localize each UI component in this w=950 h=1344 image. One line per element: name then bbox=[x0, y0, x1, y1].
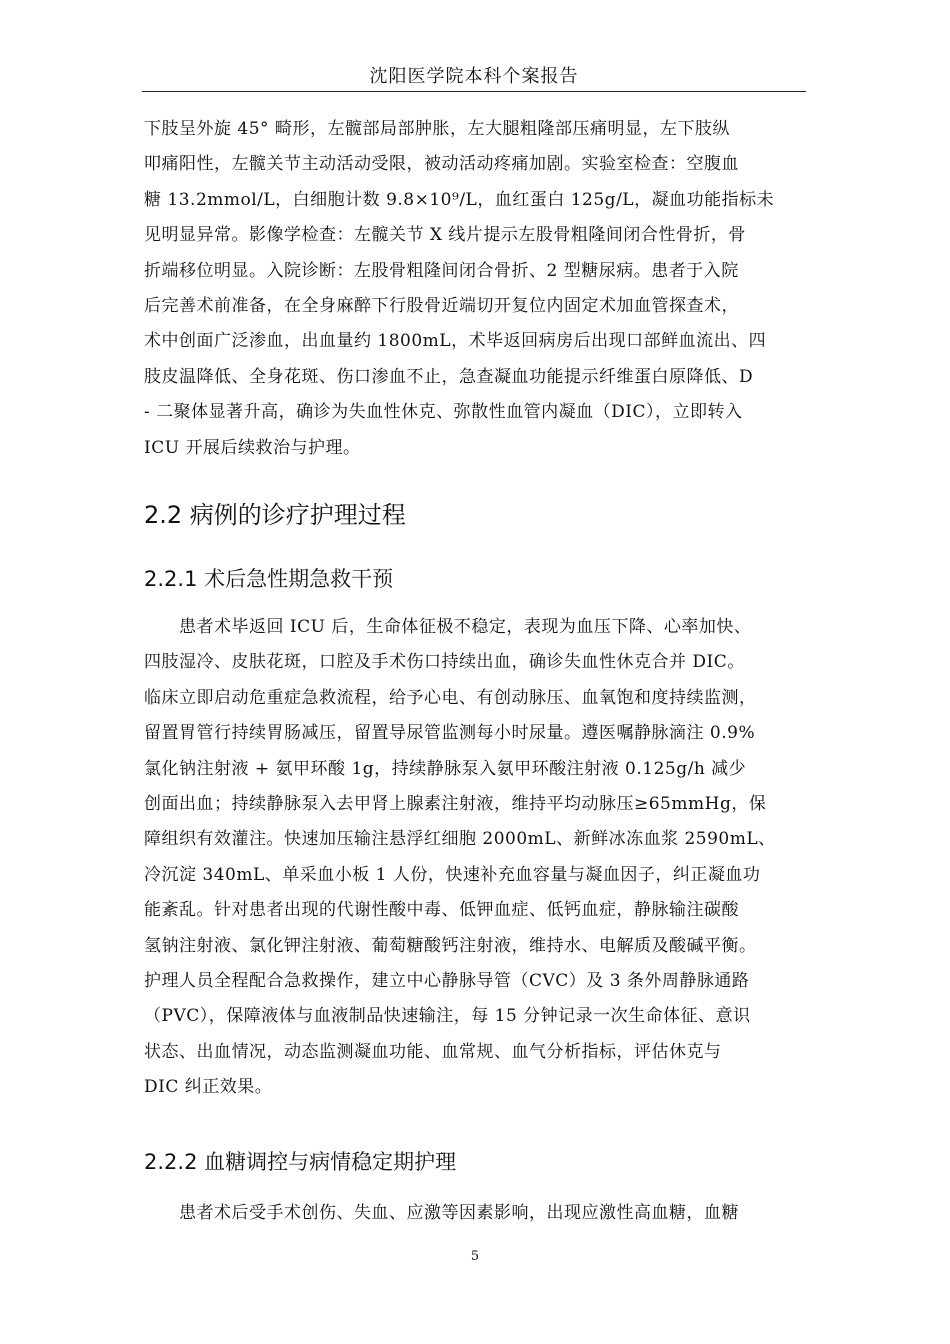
text-line: 糖 13.2mmol/L，白细胞计数 9.8×10⁹/L，血红蛋白 125g/L，凝血功能指标未 bbox=[144, 189, 775, 210]
text-line: 肢皮温降低、全身花斑、伤口渗血不止，急查凝血功能提示纤维蛋白原降低、D bbox=[144, 366, 754, 387]
subsection-heading-2-2-1: 2.2.1 术后急性期急救干预 bbox=[144, 567, 394, 591]
text-line: ICU 开展后续救治与护理。 bbox=[144, 437, 361, 458]
section-heading-2-2: 2.2 病例的诊疗护理过程 bbox=[144, 501, 406, 529]
text-line: 氯化钠注射液 + 氨甲环酸 1g，持续静脉泵入氨甲环酸注射液 0.125g/h 减少 bbox=[144, 758, 747, 779]
paragraph-2-2-2 bbox=[144, 1196, 808, 1231]
text-line: 护理人员全程配合急救操作，建立中心静脉导管（CVC）及 3 条外周静脉通路 bbox=[144, 970, 750, 991]
text-line: 患者术后受手术创伤、失血、应激等因素影响，出现应激性高血糖，血糖 bbox=[179, 1203, 739, 1223]
text-line: 四肢湿冷、皮肤花斑，口腔及手术伤口持续出血，确诊失血性休克合并 DIC。 bbox=[144, 652, 745, 673]
text-line: 冷沉淀 340mL、单采血小板 1 人份，快速补充血容量与凝血因子，纠正凝血功 bbox=[144, 864, 761, 885]
text-line: 氢钠注射液、氯化钾注射液、葡萄糖酸钙注射液，维持水、电解质及酸碱平衡。 bbox=[144, 935, 757, 956]
text-line: 下肢呈外旋 45° 畸形，左髋部局部肿胀，左大腿粗隆部压痛明显，左下肢纵 bbox=[144, 119, 730, 139]
text-line: 创面出血；持续静脉泵入去甲肾上腺素注射液，维持平均动脉压≥65mmHg，保 bbox=[144, 793, 767, 814]
text-line: - 二聚体显著升高，确诊为失血性休克、弥散性血管内凝血（DIC），立即转入 bbox=[144, 402, 743, 423]
text-line: 能紊乱。针对患者出现的代谢性酸中毒、低钾血症、低钙血症，静脉输注碳酸 bbox=[144, 900, 739, 921]
text-line: 患者术毕返回 ICU 后，生命体征极不稳定，表现为血压下降、心率加快、 bbox=[179, 617, 752, 637]
text-line: 临床立即启动危重症急救流程，给予心电、有创动脉压、血氧饱和度持续监测， bbox=[144, 687, 757, 708]
subsection-heading-2-2-2: 2.2.2 血糖调控与病情稳定期护理 bbox=[144, 1150, 457, 1174]
text-line: （PVC），保障液体与血液制品快速输注，每 15 分钟记录一次生命体征、意识 bbox=[144, 1006, 751, 1027]
text-line: 术中创面广泛渗血，出血量约 1800mL，术毕返回病房后出现口部鲜血流出、四 bbox=[144, 331, 767, 352]
page-number: 5 bbox=[470, 1249, 480, 1264]
text-line: 后完善术前准备，在全身麻醉下行股骨近端切开复位内固定术加血管探查术， bbox=[144, 295, 739, 316]
text-line: 折端移位明显。入院诊断：左股骨粗隆间闭合骨折、2 型糖尿病。患者于入院 bbox=[144, 260, 739, 281]
intro-paragraph bbox=[144, 112, 808, 466]
text-line: 留置胃管行持续胃肠减压，留置导尿管监测每小时尿量。遵医嘱静脉滴注 0.9% bbox=[144, 723, 756, 744]
running-header: 沈阳医学院本科个案报告 bbox=[369, 66, 579, 87]
header-rule bbox=[142, 91, 806, 92]
text-line: 状态、出血情况，动态监测凝血功能、血常规、血气分析指标，评估休克与 bbox=[144, 1041, 722, 1062]
text-line: 障组织有效灌注。快速加压输注悬浮红细胞 2000mL、新鲜冰冻血浆 2590mL、 bbox=[144, 829, 776, 850]
text-line: 见明显异常。影像学检查：左髋关节 X 线片提示左股骨粗隆间闭合性骨折，骨 bbox=[144, 225, 746, 246]
text-line: 叩痛阳性，左髋关节主动活动受限，被动活动疼痛加剧。实验室检查：空腹血 bbox=[144, 154, 739, 175]
paragraph-2-2-1 bbox=[144, 610, 808, 1105]
text-line: DIC 纠正效果。 bbox=[144, 1077, 273, 1098]
